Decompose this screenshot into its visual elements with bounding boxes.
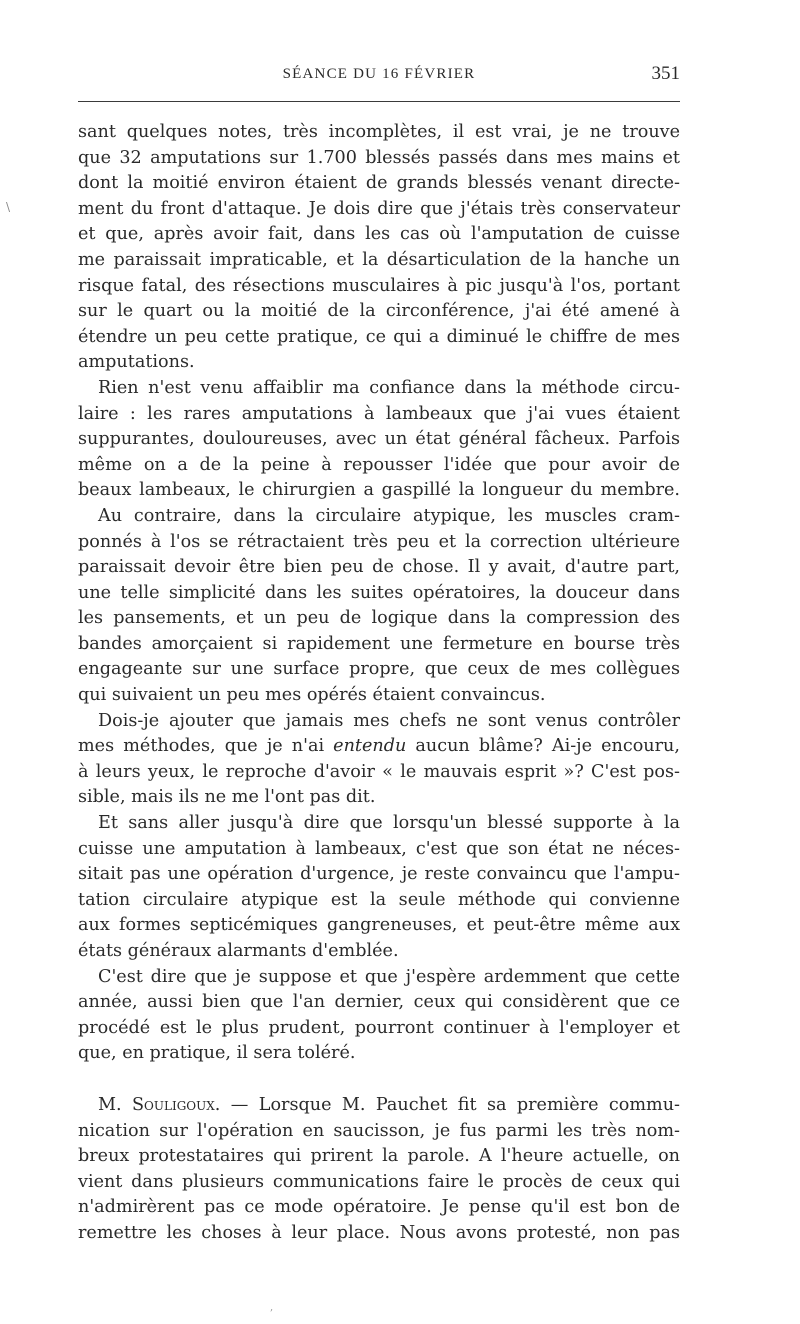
text-line: Au contraire, dans la circulaire atypique, les muscles cram- bbox=[98, 505, 680, 526]
paragraph-5 bbox=[78, 811, 680, 965]
text-line: une telle simplicité dans les suites opératoires, la douceur dans bbox=[78, 582, 680, 603]
text-line: étendre un peu cette pratique, ce qui a diminué le chiffre de mes bbox=[78, 326, 680, 347]
text-line: n'admirèrent pas ce mode opératoire. Je pense qu'il est bon de bbox=[78, 1197, 680, 1218]
body-text bbox=[78, 120, 680, 1247]
running-header bbox=[78, 62, 680, 86]
text-line: cuisse une amputation à lambeaux, c'est que son état ne néces- bbox=[78, 838, 680, 859]
text-line: remettre les choses à leur place. Nous avons protesté, non pas bbox=[78, 1222, 680, 1243]
text-line: que, en pratique, il sera toléré. bbox=[78, 1043, 356, 1064]
text-line bbox=[78, 734, 680, 760]
text-line: sant quelques notes, très incomplètes, il est vrai, je ne trouve bbox=[78, 122, 680, 142]
text-line: sur le quart ou la moitié de la circonférence, j'ai été amené à bbox=[78, 301, 680, 322]
text-line: à leurs yeux, le reproche d'avoir « le mauvais esprit »? C'est pos- bbox=[78, 761, 680, 782]
text-fragment: . — Lorsque M. Pauchet fit sa première commu- bbox=[214, 1094, 680, 1115]
text-line: risque fatal, des résections musculaires à pic jusqu'à l'os, portant bbox=[78, 275, 680, 296]
text-line: sitait pas une opération d'urgence, je reste convaincu que l'ampu- bbox=[78, 864, 680, 885]
text-line: procédé est le plus prudent, pourront continuer à l'employer et bbox=[78, 1017, 680, 1038]
text-line: amputations. bbox=[78, 352, 195, 373]
text-line: vient dans plusieurs communications faire le procès de ceux qui bbox=[78, 1171, 680, 1192]
text-fragment: mes méthodes, que je n'ai bbox=[78, 736, 334, 757]
text-line: suppurantes, douloureuses, avec un état général fâcheux. Parfois bbox=[78, 429, 680, 450]
text-line: me paraissait impraticable, et la désarticulation de la hanche un bbox=[78, 249, 680, 270]
text-line: année, aussi bien que l'an dernier, ceux qui considèrent que ce bbox=[78, 992, 680, 1013]
paragraph-7 bbox=[78, 1093, 680, 1247]
text-line: engageante sur une surface propre, que ceux de mes collègues bbox=[78, 659, 680, 680]
speaker-prefix: M. bbox=[98, 1094, 132, 1115]
text-line: Et sans aller jusqu'à dire que lorsqu'un blessé supporte à la bbox=[98, 813, 680, 834]
text-line: ponnés à l'os se rétractaient très peu et la correction ultérieure bbox=[78, 531, 680, 552]
italic-word: entendu bbox=[333, 736, 407, 757]
paragraph-4 bbox=[78, 709, 680, 811]
text-line: aux formes septicémiques gangreneuses, et peut-être même aux bbox=[78, 915, 680, 936]
text-line: états généraux alarmants d'emblée. bbox=[78, 941, 399, 961]
text-line: que 32 amputations sur 1.700 blessés passés dans mes mains et bbox=[78, 147, 680, 168]
speaker-name: Souligoux bbox=[132, 1094, 215, 1115]
text-line: bandes amorçaient si rapidement une fermeture en bourse très bbox=[78, 633, 680, 654]
paragraph-3 bbox=[78, 504, 680, 709]
paragraph-6 bbox=[78, 965, 680, 1067]
text-fragment: aucun blâme? Ai-je encouru, bbox=[406, 736, 680, 757]
running-title: SÉANCE DU 16 FÉVRIER bbox=[282, 66, 476, 82]
text-line: qui suivaient un peu mes opérés étaient convaincus. bbox=[78, 685, 546, 706]
text-line: C'est dire que je suppose et que j'espère ardemment que cette bbox=[98, 966, 680, 987]
section-gap bbox=[78, 1067, 680, 1093]
text-line: ment du front d'attaque. Je dois dire que j'étais très conservateur bbox=[78, 198, 680, 219]
text-line: sible, mais ils ne me l'ont pas dit. bbox=[78, 787, 376, 808]
text-line: tation circulaire atypique est la seule méthode qui convienne bbox=[78, 889, 680, 910]
text-line: même on a de la peine à repousser l'idée que pour avoir de bbox=[78, 454, 680, 475]
bottom-speck: , bbox=[270, 1302, 274, 1313]
text-line: nication sur l'opération en saucisson, je fus parmi les très nom- bbox=[78, 1120, 680, 1141]
margin-tick: \ bbox=[6, 200, 11, 214]
text-line bbox=[78, 1093, 680, 1119]
page-number: 351 bbox=[651, 63, 680, 84]
text-line: et que, après avoir fait, dans les cas où l'amputation de cuisse bbox=[78, 224, 680, 245]
text-line: Dois-je ajouter que jamais mes chefs ne sont venus contrôler bbox=[98, 710, 680, 731]
text-line: beaux lambeaux, le chirurgien a gaspillé la longueur du membre. bbox=[78, 480, 680, 501]
text-line: dont la moitié environ étaient de grands blessés venant directe- bbox=[78, 173, 680, 194]
text-line: Rien n'est venu affaiblir ma confiance dans la méthode circu- bbox=[98, 377, 680, 398]
text-line: laire : les rares amputations à lambeaux que j'ai vues étaient bbox=[78, 403, 680, 424]
paragraph-1 bbox=[78, 120, 680, 376]
text-line: breux protestataires qui prirent la parole. A l'heure actuelle, on bbox=[78, 1146, 680, 1167]
text-line: paraissait devoir être bien peu de chose. Il y avait, d'autre part, bbox=[78, 557, 680, 578]
paragraph-2 bbox=[78, 376, 680, 504]
header-rule bbox=[78, 101, 680, 102]
text-line: les pansements, et un peu de logique dans la compression des bbox=[78, 608, 680, 629]
